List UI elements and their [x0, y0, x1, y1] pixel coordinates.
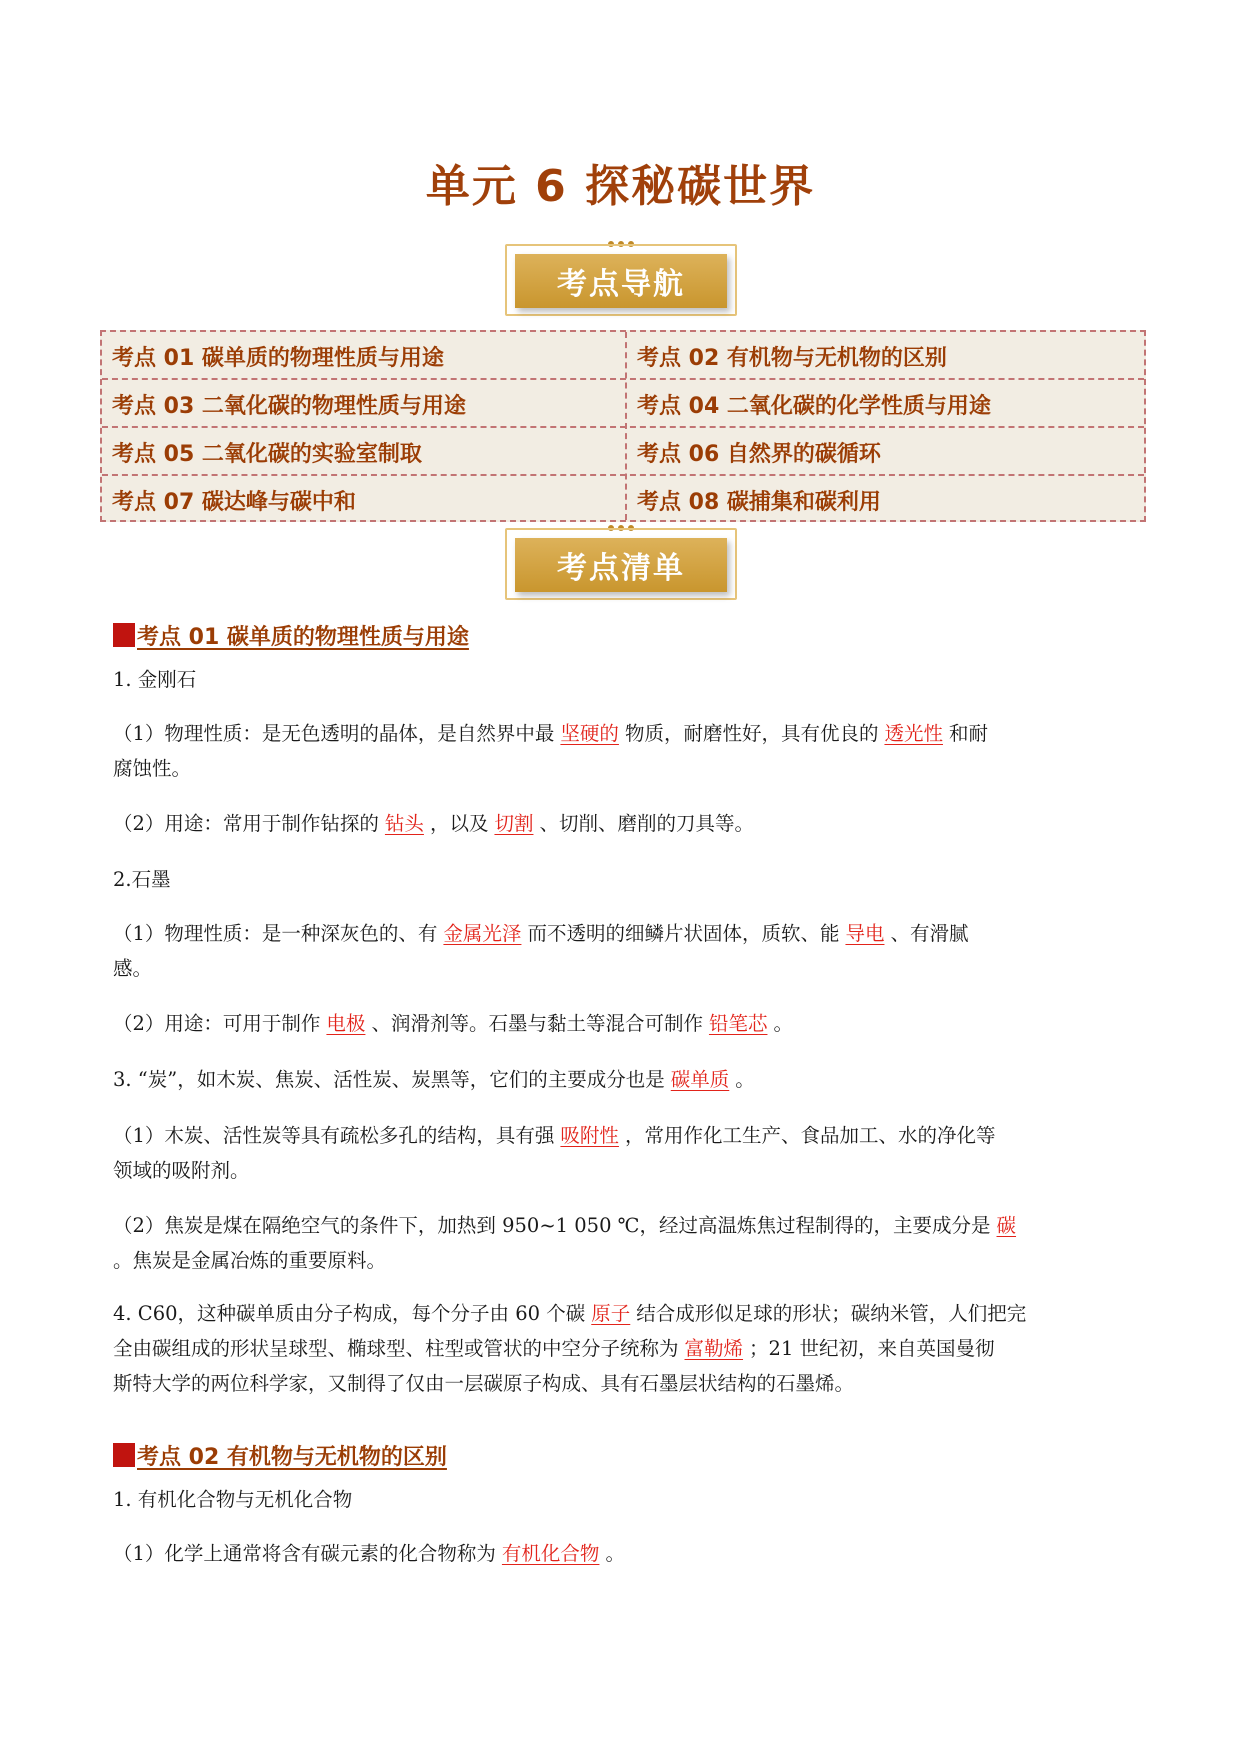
nav-item-07[interactable]: 考点 07 碳达峰与碳中和 [112, 489, 356, 515]
paragraph-graphite-uses: （2）用途：可用于制作 电极 、润滑剂等。石墨与黏土等混合可制作 铅笔芯 。 [113, 1012, 793, 1035]
paragraph-graphite: 2.石墨 [113, 868, 171, 891]
paragraph-c60: 4. C60，这种碳单质由分子构成，每个分子由 60 个碳 原子 结合成形似足球的形状；碳纳米管，人们把完 全由碳组成的形状呈球型、椭球型、柱型或管状的中空分子统称为 富勒烯 ；21 世纪初，来自英国曼彻 斯特大学的两位科学家，又制得了仅由一层碳原子构成、具有石墨层状结构的石墨烯。 [113, 1302, 1027, 1395]
paragraph-diamond-properties: （1）物理性质：是无色透明的晶体，是自然界中最 坚硬的 物质，耐磨性好，具有优良的 透光性 和耐 腐蚀性。 [113, 722, 988, 780]
paragraph-activated-carbon: （1）木炭、活性炭等具有疏松多孔的结构，具有强 吸附性 ，常用作化工生产、食品加工、水的净化等 领域的吸附剂。 [113, 1124, 996, 1182]
nav-badge-label: 考点导航 [515, 254, 727, 308]
topic-nav-table [100, 330, 1146, 522]
nav-item-03[interactable]: 考点 03 二氧化碳的物理性质与用途 [112, 393, 466, 419]
answer-blank: 铅笔芯 [708, 1012, 768, 1035]
answer-blank: 原子 [591, 1302, 631, 1325]
paragraph-diamond: 1. 金刚石 [113, 668, 197, 691]
nav-item-06[interactable]: 考点 06 自然界的碳循环 [637, 441, 881, 467]
answer-blank: 有机化合物 [501, 1542, 600, 1565]
answer-blank: 坚硬的 [560, 722, 619, 745]
answer-blank: 吸附性 [560, 1124, 619, 1147]
nav-item-01[interactable]: 考点 01 碳单质的物理性质与用途 [112, 345, 444, 371]
answer-blank: 富勒烯 [684, 1337, 744, 1360]
paragraph-organic-definition: （1）化学上通常将含有碳元素的化合物称为 有机化合物 。 [113, 1542, 625, 1565]
paragraph-organic-inorganic: 1. 有机化合物与无机化合物 [113, 1488, 353, 1511]
answer-blank: 导电 [845, 922, 885, 945]
section-marker-icon [113, 1443, 135, 1467]
list-badge [505, 518, 737, 600]
answer-blank: 碳 [996, 1214, 1017, 1237]
answer-blank: 金属光泽 [443, 922, 522, 945]
section-heading-02: 考点 02 有机物与无机物的区别 [113, 1440, 447, 1470]
nav-badge [505, 234, 737, 316]
badge-dots-icon [505, 232, 737, 242]
answer-blank: 电极 [326, 1012, 366, 1035]
paragraph-charcoal: 3. “炭”，如木炭、焦炭、活性炭、炭黑等，它们的主要成分也是 碳单质 。 [113, 1068, 755, 1091]
badge-dots-icon [505, 516, 737, 526]
answer-blank: 透光性 [884, 722, 943, 745]
paragraph-diamond-uses: （2）用途：常用于制作钻探的 钻头 ，以及 切割 、切削、磨削的刀具等。 [113, 812, 754, 835]
answer-blank: 切割 [494, 812, 534, 835]
paragraph-coke: （2）焦炭是煤在隔绝空气的条件下，加热到 950~1 050 ℃，经过高温炼焦过程制得的，主要成分是 碳 。焦炭是金属冶炼的重要原料。 [113, 1208, 1138, 1278]
nav-item-08[interactable]: 考点 08 碳捕集和碳利用 [637, 489, 881, 515]
section-heading-01: 考点 01 碳单质的物理性质与用途 [113, 620, 469, 650]
nav-item-05[interactable]: 考点 05 二氧化碳的实验室制取 [112, 441, 422, 467]
paragraph-graphite-properties: （1）物理性质：是一种深灰色的、有 金属光泽 而不透明的细鳞片状固体，质软、能 导电 、有滑腻 感。 [113, 922, 969, 980]
list-badge-label: 考点清单 [515, 538, 727, 592]
answer-blank: 钻头 [384, 812, 424, 835]
nav-item-02[interactable]: 考点 02 有机物与无机物的区别 [637, 345, 947, 371]
nav-item-04[interactable]: 考点 04 二氧化碳的化学性质与用途 [637, 393, 991, 419]
section-marker-icon [113, 623, 135, 647]
page-title: 单元 6 探秘碳世界 [425, 161, 816, 212]
answer-blank: 碳单质 [670, 1068, 730, 1091]
